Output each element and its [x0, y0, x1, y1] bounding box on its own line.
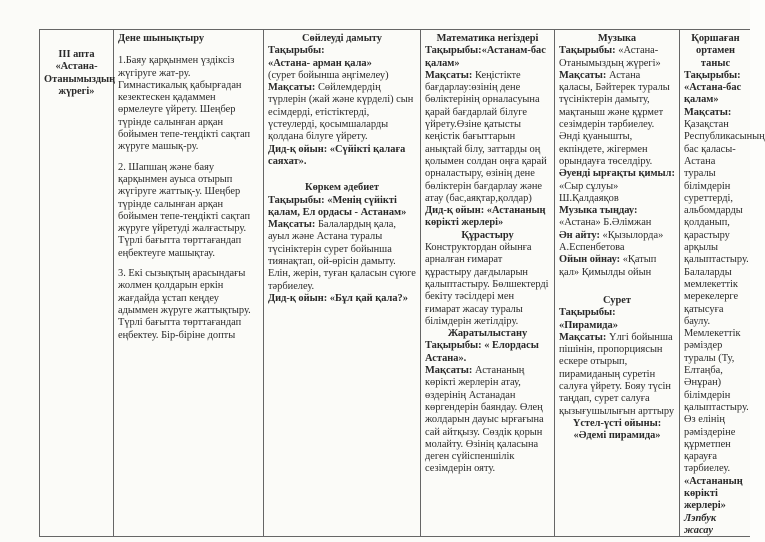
rhythm-label: Әуенді ырғақты қимыл: — [559, 168, 675, 180]
speech-development-column — [264, 30, 421, 536]
music-goal-label: Мақсаты: — [559, 69, 607, 81]
week-title: III апта «Астана-Отанымыздың жүрегі» — [44, 49, 116, 97]
math-game-text: «Астананың көрікті жерлері» — [425, 205, 546, 229]
goal-label: Мақсаты: — [268, 82, 316, 94]
construction-text: Конструктордан ойынға арналған ғимарат құрастыру дағдыларын қалыптастыру. Бөлшектерді бекіту тәсілдері мен ғимарат жасау туралы білімдерін жетілдіру. — [425, 242, 549, 327]
col-header-drawing: Сурет — [603, 294, 631, 306]
science-goal-text: Астананың көрікті жерлерін атау, өздерінің Астанадан көргендерін баяндау. Өлең жолдарын дауыс ырғағына сай айтқызу. Сөздік қорын молайту. Өзінің қаласына деген сүйіспеншілік сезімдерін ояту. — [425, 365, 544, 475]
env-goal-label: Мақсаты: — [684, 106, 732, 118]
math-goal-label: Мақсаты: — [425, 69, 473, 81]
music-column — [555, 30, 680, 536]
math-goal-text: Кеңістікте бағдарлау:өзінің дене бөліктерінің орналасуына қарай бағдарлай білуге үйрету.Өзіне қатысты кеңістік бағыттарын анықтай білу, заттарды оң қолымен солдан оңға қарай орналастыру, өзінің дене бөліктерін бағдарлау және атау (бас,аяқтар,қолдар) — [425, 69, 547, 204]
listen-label: Музыка тыңдау: — [559, 205, 638, 217]
math-game-label: Дид-қ ойын: — [425, 205, 485, 217]
pe-item-3: 3. Екі сызықтың арасындағы жолмен қолдарын еркін жағдайда ұстап кеңдеу адыммен жүруге жаттықтыру. Түрлі бағытта төрттағандап еңбектеу. Бір-біріне допты — [118, 268, 251, 341]
drawing-topic-value: «Пирамида» — [559, 319, 618, 331]
science-topic-value: « Елордасы Астана». — [425, 340, 539, 364]
drawing-goal-label: Мақсаты: — [559, 331, 607, 343]
math-column — [421, 30, 555, 536]
music-topic-label: Тақырыбы: — [559, 45, 616, 57]
goal2-text: Балалардың қала, ауыл және Астана туралы түсініктерін сурет бойынша тиянақтап, ой-өрісін дамыту. Елін, жерін, туған қаласын сүюге тәрбиелеу. — [268, 219, 416, 292]
science-topic-label: Тақырыбы: — [425, 340, 482, 352]
listen-text: «Астана» Б.Әлімжан — [559, 217, 652, 229]
env-topic-label: Тақырыбы: — [684, 69, 741, 81]
topic2-label: Тақырыбы: — [268, 194, 325, 206]
drawing-goal-text: Үлгі бойынша пішінін, пропорциясын ескере отырып, пирамиданың суретін салуға үйрету. Бояу түсін таңдап, сурет салуға қызығушылығын арттыру — [559, 331, 675, 417]
drawing-game-text: «Әдемі пирамида» — [573, 430, 661, 442]
game2-text: «Бұл қай қала?» — [329, 292, 408, 304]
col-header-music: Музыка — [597, 33, 637, 44]
topic-note: (сурет бойынша әңгімелеу) — [268, 69, 389, 81]
rhythm-text: «Сыр сұлуы» Ш.Қалдаяқов — [559, 180, 619, 204]
topic-value: «Астана- арман қала» — [268, 57, 372, 69]
sing-text: «Қызылорда» А.Еспенбетова — [559, 229, 664, 254]
col-header-literature: Көркем әдебиет — [305, 182, 379, 194]
music-game-label: Ойын ойнау: — [559, 254, 621, 266]
env-topic-value: «Астана-бас қалам» — [684, 82, 742, 106]
game-text: «Сүйікті қалаға саяхат». — [268, 143, 406, 167]
music-goal-text: Астана қаласы, Бәйтерек туралы түсініктерін дамыту, мақтаныш және құрмет сезімдерін тәрбиелеу. Әнді қуанышты, екпіндете, жігермен орындауға төселдіру. — [559, 69, 670, 167]
math-topic-label: Тақырыбы: — [425, 45, 482, 57]
goal-text: Сөйлемдердің түрлерін (жай және күрделі) сын есімдерді, етістіктерді, үстеулерді, қосымшаларды қолдана білуге үйрету. — [268, 82, 414, 143]
topic2-value: «Менің сүйікті қалам, Ел ордасы - Астанам» — [268, 194, 407, 218]
pe-item-1: 1.Баяу қарқынмен үздіксіз жүгіруге жат-ру. Гимнастикалық қабырғадан кезектескен қадаммен өрмелеуге үйрету. Шеңбер түрінде салынған арқан бойымен тепе-теңдікті сақтап жүруге машық-ру. — [118, 55, 251, 153]
topic-label: Тақырыбы: — [268, 45, 325, 57]
env-topic2: «Астананың көрікті жерлері» — [684, 475, 743, 512]
col-header-construction: Құрастыру — [461, 229, 514, 241]
game2-label: Дид-қ ойын: — [268, 292, 328, 304]
col-header-physical-education: Дене шынықтыру — [118, 33, 205, 44]
col-header-environment: Қоршаған ортамен таныс — [691, 33, 740, 69]
math-topic-value: «Астанам-бас қалам» — [425, 45, 546, 69]
physical-education-column — [114, 30, 264, 536]
drawing-game-label: Үстел-үсті ойыны: — [572, 417, 662, 429]
sing-label: Ән айту: — [559, 229, 600, 241]
pe-item-2: 2. Шапшаң және баяу қарқынмен ауыса отырып жүгіруге жаттық-у. Шеңбер түрінде салынған арқан бойымен тепе-теңдікті сақтап жүруге үйретуді жалғастыру. Түрлі бағытта төрттағандап еңбектеуге машықтау. — [118, 161, 251, 259]
drawing-topic-label: Тақырыбы: — [559, 307, 616, 319]
environment-column — [680, 30, 765, 536]
game-label: Дид-қ ойын: — [268, 143, 328, 155]
env-note: Лэпбук жасау — [684, 512, 717, 536]
col-header-science: Жаратылыстану — [447, 328, 528, 340]
goal2-label: Мақсаты: — [268, 219, 316, 231]
music-game-text: «Қатып қал» Қимылды ойын — [559, 254, 657, 278]
plan-table — [39, 29, 765, 537]
music-topic-value: «Астана-Отанымыздың жүрегі» — [559, 45, 661, 69]
col-header-math: Математика негіздері — [436, 33, 539, 44]
col-header-speech: Сөйлеуді дамыту — [302, 33, 382, 44]
week-column — [40, 30, 114, 536]
env-goal-text: Қазақстан Республикасының бас қаласы-Астана туралы білімдерін суреттерді, альбомдарды қолданып, қарастыру арқылы қалыптастыру. Балаларды мемлекеттік мерекелерге қатысуға баулу. Мемлекеттік рәміздер туралы (Ту, Елтаңба, Әнұран) білімдерін қалыптастыру. Өз елінің рәміздеріне құрметпен қарауға тәрбиелеу. — [684, 119, 765, 475]
science-goal-label: Мақсаты: — [425, 365, 473, 377]
